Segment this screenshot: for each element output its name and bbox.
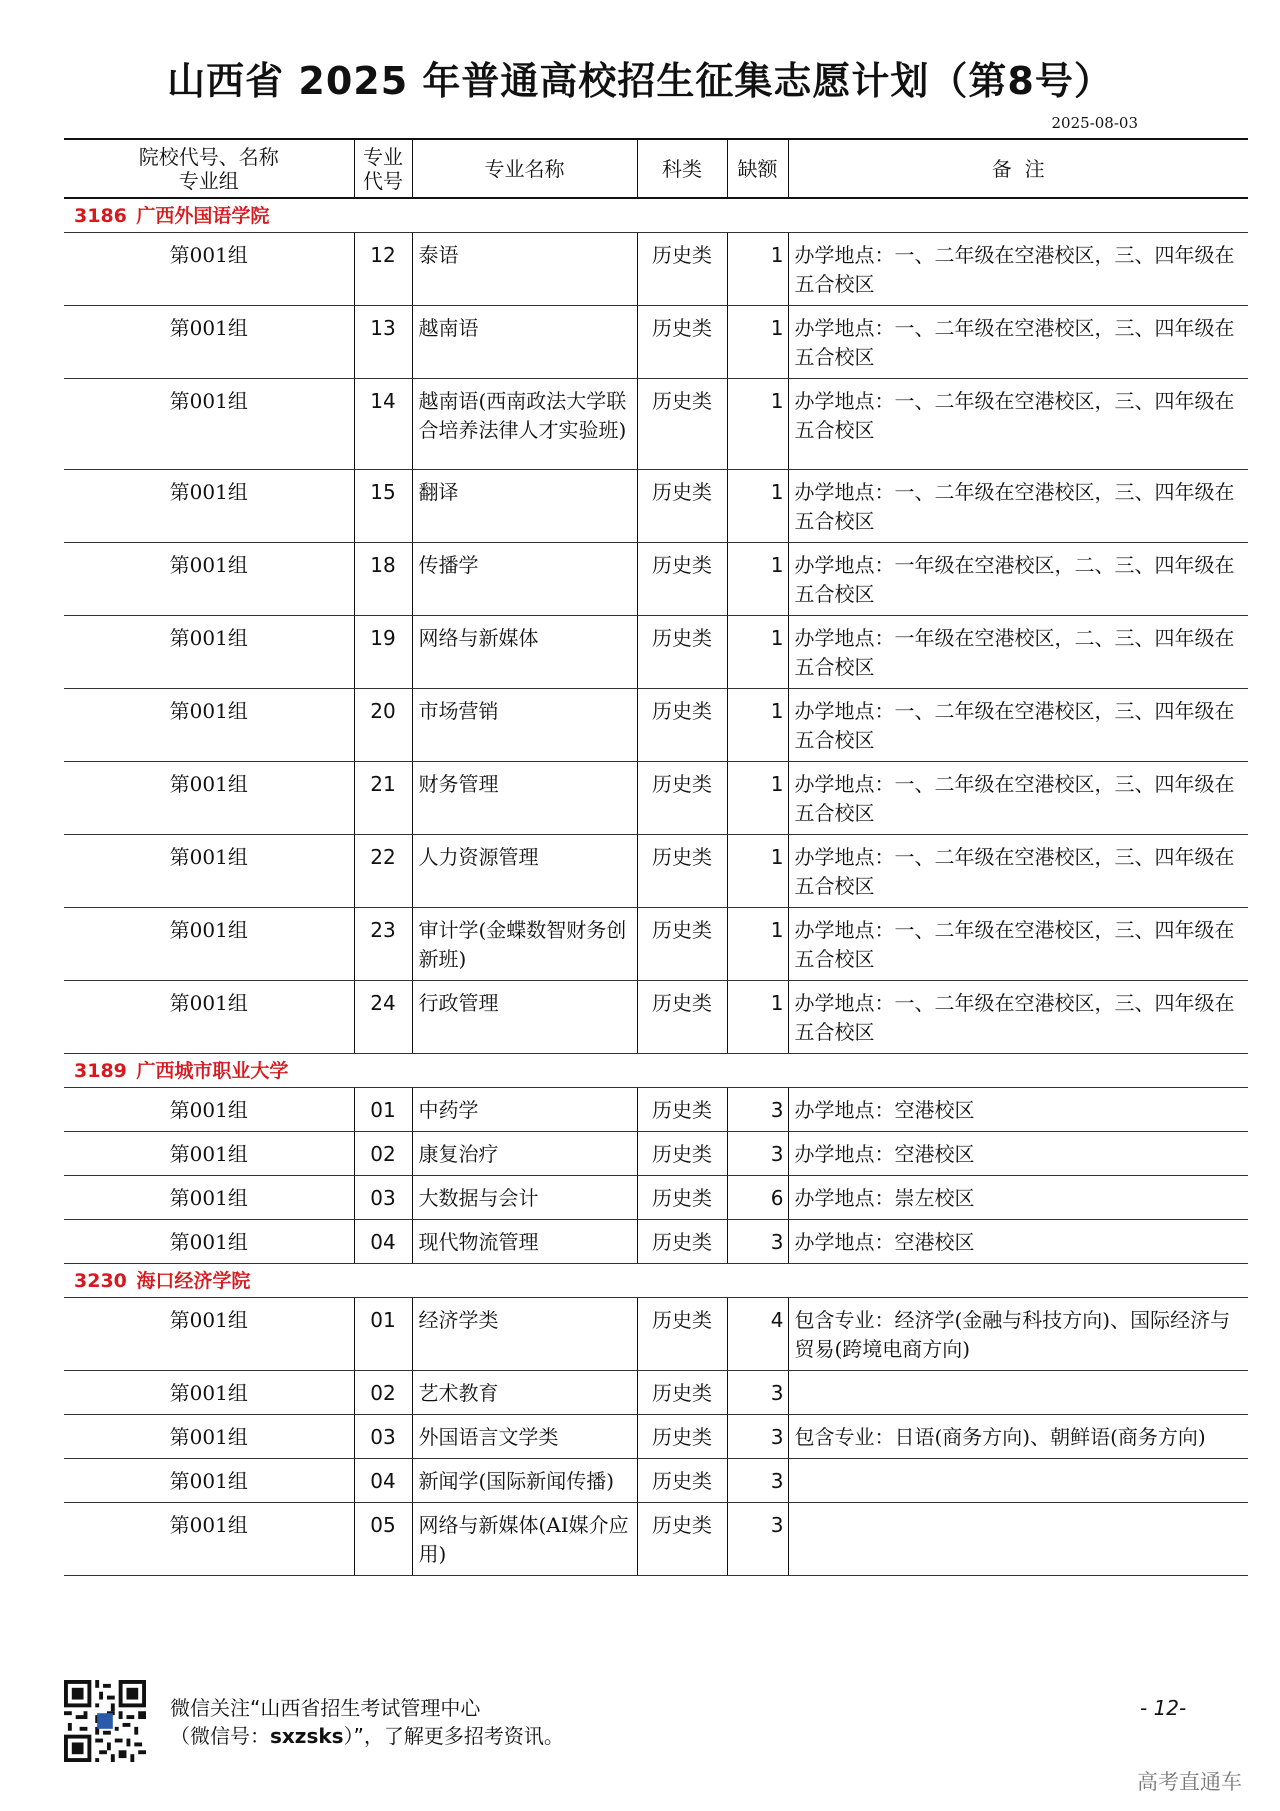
school-code: 3186 [74,205,127,227]
table-row [64,1298,1248,1371]
major-name-cell: 经济学类 [412,1298,637,1371]
category-cell: 历史类 [637,306,727,379]
category-cell: 历史类 [637,1415,727,1459]
note-cell: 包含专业：日语(商务方向)、朝鲜语(商务方向) [788,1415,1248,1459]
quota-cell: 1 [727,616,788,689]
footer-line2-suffix: ）”，了解更多招考资讯。 [343,1724,564,1748]
major-code-cell: 20 [354,689,412,762]
group-cell: 第001组 [64,1176,354,1220]
category-cell: 历史类 [637,1220,727,1264]
category-cell: 历史类 [637,1088,727,1132]
major-code-cell: 15 [354,470,412,543]
school-header-row [64,1054,1248,1088]
header-major-name: 专业名称 [412,139,637,198]
group-cell: 第001组 [64,1459,354,1503]
quota-cell: 3 [727,1220,788,1264]
major-code-cell: 14 [354,379,412,470]
major-name-cell: 网络与新媒体(AI媒介应用) [412,1503,637,1576]
quota-cell: 3 [727,1503,788,1576]
quota-cell: 3 [727,1415,788,1459]
table-row [64,689,1248,762]
category-cell: 历史类 [637,1176,727,1220]
table-body [64,198,1248,1576]
major-name-cell: 泰语 [412,233,637,306]
table-row [64,1088,1248,1132]
major-name-cell: 中药学 [412,1088,637,1132]
category-cell: 历史类 [637,689,727,762]
note-cell: 办学地点：崇左校区 [788,1176,1248,1220]
major-code-cell: 04 [354,1459,412,1503]
table-row [64,1371,1248,1415]
table-row [64,981,1248,1054]
quota-cell: 6 [727,1176,788,1220]
major-name-cell: 新闻学(国际新闻传播) [412,1459,637,1503]
major-code-cell: 01 [354,1298,412,1371]
group-cell: 第001组 [64,1371,354,1415]
school-code: 3189 [74,1060,127,1082]
footer-notice [170,1694,564,1750]
quota-cell: 4 [727,1298,788,1371]
note-cell: 办学地点：一、二年级在空港校区，三、四年级在五合校区 [788,233,1248,306]
table-row [64,306,1248,379]
note-cell: 办学地点：空港校区 [788,1132,1248,1176]
table-row [64,543,1248,616]
header-quota: 缺额 [727,139,788,198]
category-cell: 历史类 [637,981,727,1054]
group-cell: 第001组 [64,470,354,543]
school-name [64,1054,1248,1088]
table-row [64,379,1248,470]
group-cell: 第001组 [64,835,354,908]
major-code-cell: 18 [354,543,412,616]
major-code-cell: 13 [354,306,412,379]
note-cell: 办学地点：一、二年级在空港校区，三、四年级在五合校区 [788,379,1248,470]
group-cell: 第001组 [64,908,354,981]
note-cell: 办学地点：一、二年级在空港校区，三、四年级在五合校区 [788,908,1248,981]
school-title: 广西城市职业大学 [136,1060,289,1082]
major-name-cell: 审计学(金蝶数智财务创新班) [412,908,637,981]
school-header-row [64,1264,1248,1298]
school-header-row [64,198,1248,233]
major-name-cell: 现代物流管理 [412,1220,637,1264]
major-name-cell: 网络与新媒体 [412,616,637,689]
school-name [64,1264,1248,1298]
category-cell: 历史类 [637,543,727,616]
header-code-line2: 代号 [363,168,403,193]
major-name-cell: 大数据与会计 [412,1176,637,1220]
category-cell: 历史类 [637,1298,727,1371]
note-cell: 办学地点：空港校区 [788,1088,1248,1132]
school-title: 海口经济学院 [136,1270,251,1292]
quota-cell: 1 [727,306,788,379]
note-cell [788,1459,1248,1503]
major-code-cell: 03 [354,1415,412,1459]
table-header-row [64,139,1248,198]
quota-cell: 3 [727,1459,788,1503]
table-row [64,762,1248,835]
group-cell: 第001组 [64,1503,354,1576]
group-cell: 第001组 [64,1088,354,1132]
table-row [64,1220,1248,1264]
major-code-cell: 02 [354,1132,412,1176]
category-cell: 历史类 [637,1371,727,1415]
group-cell: 第001组 [64,689,354,762]
header-school-group [64,139,354,198]
table-row [64,470,1248,543]
group-cell: 第001组 [64,1132,354,1176]
table-row [64,616,1248,689]
note-cell: 办学地点：一年级在空港校区，二、三、四年级在五合校区 [788,616,1248,689]
table-row [64,1132,1248,1176]
table-row [64,1503,1248,1576]
note-cell [788,1503,1248,1576]
header-major-code [354,139,412,198]
footer-line2 [170,1722,564,1750]
quota-cell: 1 [727,762,788,835]
major-code-cell: 04 [354,1220,412,1264]
note-cell: 办学地点：空港校区 [788,1220,1248,1264]
qr-code-icon [64,1680,146,1762]
group-cell: 第001组 [64,616,354,689]
note-cell: 办学地点：一年级在空港校区，二、三、四年级在五合校区 [788,543,1248,616]
major-code-cell: 03 [354,1176,412,1220]
major-code-cell: 21 [354,762,412,835]
major-name-cell: 翻译 [412,470,637,543]
table-row [64,908,1248,981]
major-code-cell: 19 [354,616,412,689]
note-cell: 办学地点：一、二年级在空港校区，三、四年级在五合校区 [788,835,1248,908]
quota-cell: 1 [727,379,788,470]
quota-cell: 3 [727,1088,788,1132]
note-cell: 办学地点：一、二年级在空港校区，三、四年级在五合校区 [788,981,1248,1054]
category-cell: 历史类 [637,470,727,543]
major-name-cell: 越南语(西南政法大学联合培养法律人才实验班) [412,379,637,470]
watermark: 高考直通车 [1137,1770,1242,1794]
quota-cell: 1 [727,835,788,908]
group-cell: 第001组 [64,981,354,1054]
major-name-cell: 艺术教育 [412,1371,637,1415]
major-code-cell: 23 [354,908,412,981]
quota-cell: 1 [727,470,788,543]
quota-cell: 1 [727,233,788,306]
header-code-line1: 专业 [363,144,403,169]
table-row [64,1415,1248,1459]
major-code-cell: 22 [354,835,412,908]
group-cell: 第001组 [64,762,354,835]
quota-cell: 3 [727,1132,788,1176]
category-cell: 历史类 [637,1459,727,1503]
major-code-cell: 24 [354,981,412,1054]
note-cell: 办学地点：一、二年级在空港校区，三、四年级在五合校区 [788,470,1248,543]
major-name-cell: 康复治疗 [412,1132,637,1176]
category-cell: 历史类 [637,379,727,470]
quota-cell: 3 [727,1371,788,1415]
major-name-cell: 越南语 [412,306,637,379]
footer-line1: 微信关注“山西省招生考试管理中心 [170,1696,481,1720]
school-name [64,198,1248,233]
school-code: 3230 [74,1270,127,1292]
table-row [64,233,1248,306]
note-cell: 包含专业：经济学(金融与科技方向)、国际经济与贸易(跨境电商方向) [788,1298,1248,1371]
header-note: 备 注 [788,139,1248,198]
group-cell: 第001组 [64,1220,354,1264]
wechat-id: sxzsks [270,1724,344,1748]
category-cell: 历史类 [637,1503,727,1576]
header-school-line1: 院校代号、名称 [138,144,279,169]
header-category: 科类 [637,139,727,198]
category-cell: 历史类 [637,616,727,689]
note-cell [788,1371,1248,1415]
group-cell: 第001组 [64,306,354,379]
quota-cell: 1 [727,689,788,762]
quota-cell: 1 [727,543,788,616]
group-cell: 第001组 [64,233,354,306]
note-cell: 办学地点：一、二年级在空港校区，三、四年级在五合校区 [788,762,1248,835]
footer-line2-prefix: （微信号： [170,1724,270,1748]
publish-date: 2025-08-03 [1051,114,1138,132]
group-cell: 第001组 [64,543,354,616]
category-cell: 历史类 [637,1132,727,1176]
major-code-cell: 01 [354,1088,412,1132]
major-code-cell: 02 [354,1371,412,1415]
category-cell: 历史类 [637,835,727,908]
quota-cell: 1 [727,908,788,981]
note-cell: 办学地点：一、二年级在空港校区，三、四年级在五合校区 [788,306,1248,379]
major-name-cell: 财务管理 [412,762,637,835]
major-name-cell: 人力资源管理 [412,835,637,908]
quota-cell: 1 [727,981,788,1054]
category-cell: 历史类 [637,233,727,306]
major-name-cell: 市场营销 [412,689,637,762]
major-code-cell: 05 [354,1503,412,1576]
header-school-line2: 专业组 [178,168,239,193]
major-name-cell: 行政管理 [412,981,637,1054]
major-code-cell: 12 [354,233,412,306]
group-cell: 第001组 [64,1415,354,1459]
category-cell: 历史类 [637,908,727,981]
table-row [64,835,1248,908]
major-name-cell: 传播学 [412,543,637,616]
category-cell: 历史类 [637,762,727,835]
enrollment-plan-table [64,138,1248,1576]
group-cell: 第001组 [64,379,354,470]
note-cell: 办学地点：一、二年级在空港校区，三、四年级在五合校区 [788,689,1248,762]
school-title: 广西外国语学院 [136,205,270,227]
major-name-cell: 外国语言文学类 [412,1415,637,1459]
group-cell: 第001组 [64,1298,354,1371]
table-row [64,1176,1248,1220]
page-title: 山西省 2025 年普通高校招生征集志愿计划（第8号） [167,59,1113,103]
page-number: - 12- [1140,1696,1187,1720]
table-row [64,1459,1248,1503]
